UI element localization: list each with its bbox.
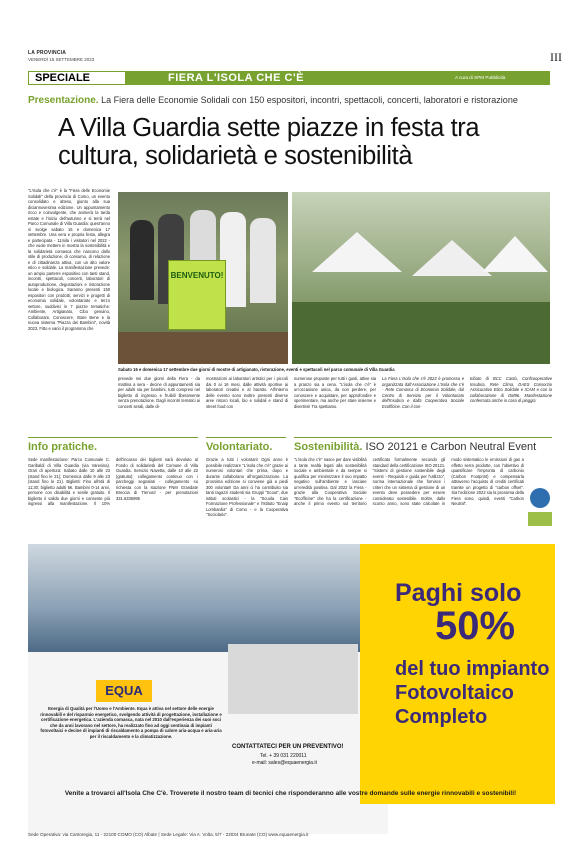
sustainability-label: Sostenibilità. bbox=[294, 441, 363, 453]
intro-column: "L'Isola che c'è" è la "Fiera delle Economie Solidali" della provincia di Como, un evento consolidato e atteso, giunto alla sua diciannovesima edizione. Un appuntamento ricco e coinvolgente, che animerà la tarda estate e l'inizio dell'autunno e si terrà nel Parco Comunale di Villa Guardia: quest'anno si svolge sabato 16 e domenica 17 settembre. Una vera e propria festa, allegra e partecipata - 11mila i visitatori nel 2022 - che vuole mettere in mostra la sostenibilità e la solidarietà comasca che nascono dallo stile di produzione, di consumo, di relazione e di cittadinanza attiva, con un alto valore etico e solidale. La manifestazione prevede: un ampio parterre espositivo con tanti stand, incontri, spettacoli, concerti, laboratori di autoproduzione, degustazioni e ristorazione locale e biologica. Saranno presenti 150 espositori con prodotti, servizi e progetti di economia solidale, volontariato e terzo settore, suddivisi in 7 piazze tematiche: Ambiente, Artigianato, Cibo genuino, Collaborare, Conoscere, Stare Bene e la nuova sistema "Piazza dei Bambini", novità 2023. Fitto e vario il programma che bbox=[28, 188, 110, 331]
ad-paghi: Paghi solo bbox=[395, 579, 522, 607]
lead-label: Presentazione. bbox=[28, 95, 99, 106]
team-photo bbox=[228, 644, 358, 714]
tent bbox=[412, 240, 492, 276]
table bbox=[118, 332, 288, 364]
info-text: Sede manifestazione: Parco Comunale C. Garibaldi di Villa Guardia (via Varesina). Orari di apertura: Sabato dalle 10 alle 23 (stand fino le 21); Domenica dalle 9 alle 23 (stand fino le 21). Biglietti: Fino all'età di 11:30; biglietto adulti 5€. Bambini 0-14 anni, persone con disabilità e senile gratuito. Il biglietto è valido due giorni e consente più ingressi alla manifestazione. Il 10% dell'incasso dei biglietti sarà devoluto al Fondo di solidarietà del Comune di Villa Guardia. Servizio Navetta, dalle 10 alle 22 (gratuito): collegamento continuo con i parcheggi segnalati - collegamento su richiesta con la stazione FNM Grandate Breccia di Trenord - per prenotazioni 331.6336995 bbox=[28, 457, 198, 506]
lawn bbox=[292, 302, 550, 364]
tent bbox=[312, 232, 402, 272]
tent bbox=[482, 236, 548, 272]
ad-percentage: 50% bbox=[435, 604, 516, 648]
lead-line bbox=[28, 95, 553, 106]
ad-footer: Venite a trovarci all'Isola Che C'è. Troverete il nostro team di tecnici che risponderanno alle vostre domande sulle energie rinnovabili e sostenibili! bbox=[64, 790, 517, 797]
sustainability-title bbox=[294, 441, 536, 453]
welcome-sign-text: BENVENUTO! bbox=[170, 271, 224, 280]
section-credit: A cura di SPM Pubblicità bbox=[455, 75, 506, 80]
section-title: FIERA L'ISOLA CHE C'È bbox=[168, 72, 304, 84]
ad-email: e-mail: sales@equaenergia.it bbox=[252, 760, 317, 766]
photo-volunteers bbox=[118, 192, 288, 364]
volunteer-text: Grazie a tutti i volontari! Ogni anno è possibile realizzare "L'isola che c'è" grazie ai numerosi volontari che prima, dopo e durante collaborano all'organizzazione. La prossima edizione si conviene già a piedi 300 volontari! Da anni ci ha contribuito sia tanti ragazzi studenti sia Gruppi "Scout", due istituti scolastici - la "Scuola Cais Formazione Professionale" e l'Istituto "Enaip Lombardia" di Como - e la Cooperativa "Sociolario". bbox=[206, 457, 288, 517]
body-column-1: prevede nei due giorni della Fiera - da mattina a sera - decine di appuntamenti sia per adulti sia per bambini, tutti compresi nel biglietto di ingresso e fruibili liberamente senza prenotazione. Dagli incontri tematici ai concerti serali, dalle di- bbox=[118, 376, 200, 409]
info-title: Info pratiche. bbox=[28, 441, 98, 453]
welcome-sign bbox=[168, 260, 226, 330]
carbon-neutral-icon bbox=[528, 512, 552, 526]
sustainability-text: "L'isola che c'è" nasce per dare visibilità a tante realtà legati alla sostenibilità sociale e ambientale e da sempre si qualifica per minimizzare il suo impatto negativo sull'ambiente e lasciare un'eredità positiva. Dal 2022 la Fiera - grazie alla Cooperativa Sociale "Ecofficine" che ha la certificazione - anche il primo evento sul territorio certificato formalmente secondo gli standard della certificazione ISO 20121. "Sistemi di gestione sostenibile degli eventi - Requisiti e guida per l'utilizzo", norma internazionale che fornisce i criteri che un sistema di gestione di un evento deve possedere per essere considerato sostenibile. Inoltre, dallo scorso anno, sono state calcolate in modo sistematico le emissioni di gas a effetto serra prodotte, con l'obiettivo di quantificare l'impronta di carbonio (Carbon Footprint) e compensarla attraverso l'acquisto di crediti certificati tramite un progetto di "carbon offset". Sia l'edizione 2022 sia la prossima della Fiera sono, quindi, eventi "Carbon Neutral". bbox=[294, 457, 524, 506]
sustainability-subtitle: ISO 20121 e Carbon Neutral Event bbox=[365, 441, 537, 453]
section-rule bbox=[294, 437, 552, 438]
section-rule bbox=[206, 437, 286, 438]
section-label: SPECIALE bbox=[28, 71, 126, 85]
body-column-5: tributo di BCC Cantù, Confcooperative Insubria, Rete Clima, DAES Consorzio Assicurativo Etico Solidale e ICAM e con la collaborazione di DM96. Manifestazione confermata anche in caso di pioggia bbox=[470, 376, 552, 403]
ad-phone: Tel. + 39 031 220011 bbox=[260, 753, 307, 759]
certification-badge-icon bbox=[530, 488, 550, 508]
body-column-4: La Fiera L'Isola che c'è 2023 è promossa e organizzata dall'Associazione L'Isola che c'è - Rete Comasca di Economia Solidale, dal Centro di Servizio per il Volontariato dell'Insubria e dalla Cooperativa Sociale Ecofficine. Con il con- bbox=[382, 376, 464, 409]
lead-text: La Fiera delle Economie Solidali con 150 espositori, incontri, spettacoli, concerti, laboratori e ristorazione bbox=[101, 95, 518, 105]
person-figure bbox=[250, 218, 276, 303]
photo-caption: Sabato 16 e domenica 17 settembre due giorni di mostre di artigianato, ristorazione, eventi e spettacoli nel parco comunale di Villa Guardia bbox=[118, 367, 395, 372]
ad-subtitle: del tuo impianto Fotovoltaico Completo bbox=[395, 658, 550, 728]
person-figure bbox=[130, 220, 154, 300]
issue-date: VENERDÌ 15 SETTEMBRE 2023 bbox=[28, 57, 95, 62]
body-column-3: numerose proposte per tutti i gusti, attive sia a pranzo sia a cena. "L'isola che c'è" è un'occasione unica, da non perdere, per conoscere e acquistare, per approfondire e sperimentare, ma anche per stare insieme e divertirsi! Tra spettiamo. bbox=[294, 376, 376, 409]
page-number: III bbox=[550, 50, 562, 64]
volunteer-title: Volontariato. bbox=[206, 441, 273, 453]
equa-logo: EQUA bbox=[96, 680, 152, 702]
solar-panels-image bbox=[28, 544, 360, 652]
ad-description: Energia di Qualità per l'Uomo e l'Ambiente. Equa è attiva nel settore delle energie rinnovabili e del risparmio energetico, svolgendo attività di progettazione, installazione e certificazione energetica. L'azienda comasca, nata nel 2010 dall'esperienza dei suoi soci che da anni lavorano nel settore, ha realizzato fino ad oggi centinaia di impianti fotovoltaici e decine di impianti di riscaldamento a pompa di calore aria-acqua e aria-aria per il riscaldamento e la climatizzazione. bbox=[40, 706, 222, 739]
section-rule bbox=[28, 437, 198, 438]
photo-fair-stands bbox=[292, 192, 550, 364]
body-column-2: mostrazioni ai laboratori artistici per i piccoli dai 0 ai 16 mesi, dalle attività sportive ai laboratori creativi e al baratto. All'interno delle evento sono inoltre presenti diverse aree ristoro locali, bio e solidali e stand di street food con bbox=[206, 376, 288, 409]
ad-contact-title: CONTATTATECI PER UN PREVENTIVO! bbox=[232, 744, 344, 750]
headline: A Villa Guardia sette piazze in festa tra cultura, solidarietà e sostenibilità bbox=[58, 114, 480, 170]
ad-address: Sede Operativa: via Cantoregia, 11 - 22100 COMO (CO) Albate | Sede Legale: Via A. Volta, 5/7 - 22034 Brunate (CO) www.equaenergia.it bbox=[28, 832, 309, 837]
newspaper-name: LA PROVINCIA bbox=[28, 50, 67, 56]
